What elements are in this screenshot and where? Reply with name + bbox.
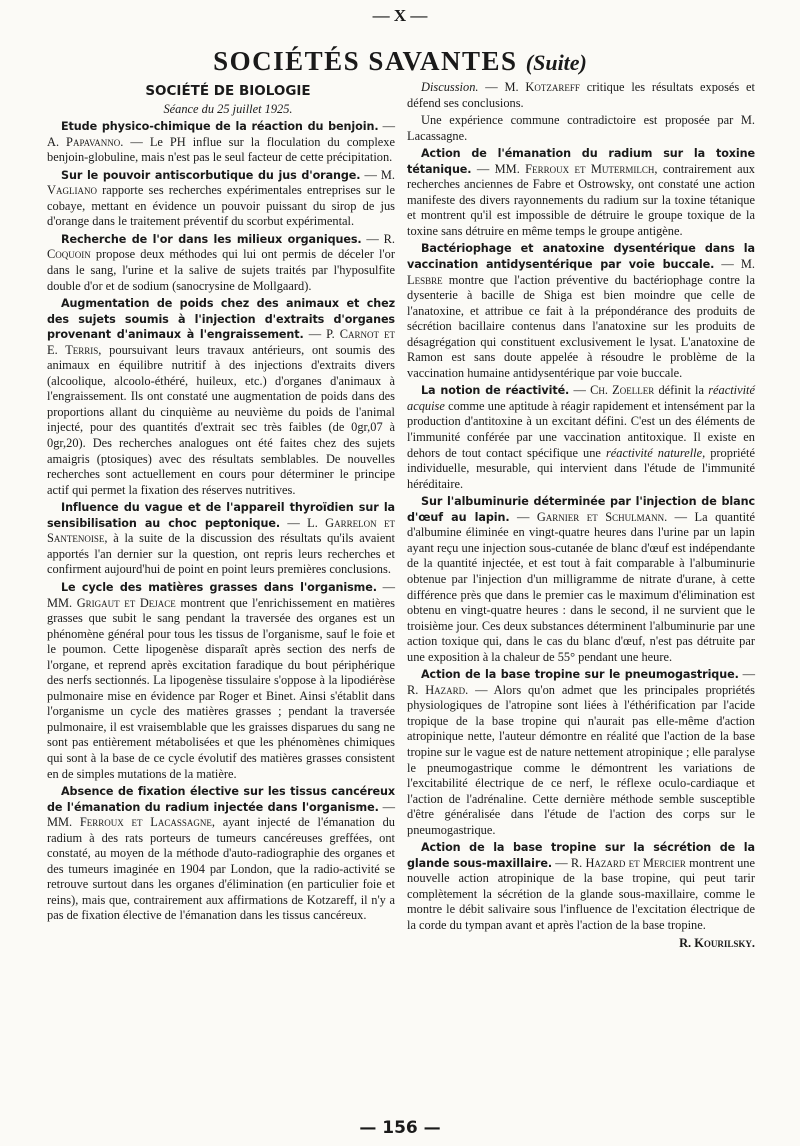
article-body: La quantité d'albumine éliminée en vingt-quatre heures dans l'urine par un lapin ayant reçu une injection sous-cutanée de blanc d'œuf est indépendante de la quantité injectée, et est tout à fait comparable à l'albuminurie obtenue par l'injection d'un milligramme de nitrate d'urane, à cette différence près que dans le premier cas le maximum d'élimination est obtenu en vingt-quatre heures : dans le second, il ne survient que le troisième jour. Ces deux substances déterminent l'albuminurie par une action toxique qui, dans le cas du blanc d'œuf, n'est pas détruite par une exposition à la chaleur de 55° pendant une heure. — [407, 509, 755, 664]
right-column — [407, 80, 755, 951]
article-body: critique les résultats exposés et défend ses conclusions. — [407, 80, 756, 110]
signature: R. Kourilsky. — [679, 935, 755, 950]
article: Le cycle des matières grasses dans l'organisme. — MM. Grigaut et Dejace montrent que l'enrichissement en matières grasses que subit le sang pendant la traversée des organes est un phénomène général pour tous les tissus de l'organisme, sauf le foie et le poumon. Cette lipogenèse disparaît après section des nerfs de l'organe, et reprend après excitation faradique du bout périphérique des nerfs sectionnés. La lipogenèse tissulaire s'oppose à la lipodiérèse pulmonaire mise en évidence par Roger et Binet. Ainsi s'établit dans l'organisme un cycle des matières grasses ; pendant la traversée pulmonaire, il est vraisemblable que les graisses disparues du sang ne sont pas entièrement métabolisées et que les phénomènes chimiques qui sont à la base de ce cycle évolutif des matières grasses consistent en de simples mutations de la matière. — [47, 579, 395, 781]
article-title: Sur le pouvoir antiscorbutique du jus d'orange. — [61, 168, 361, 182]
title-suffix: (Suite) — [525, 50, 587, 75]
article-body: Le PH influe sur la floculation du complexe benjoin-globuline, mais n'est pas le seul facteur de cette précipitation. — [47, 134, 395, 165]
discussion: Discussion. — M. Kotzareff critique les résultats exposés et défend ses conclusions. — [407, 80, 756, 110]
article-authors: MM. Ferroux et Lacassagne, — [47, 815, 215, 830]
article-authors: R. Hazard. — [407, 682, 469, 697]
article-authors: L. Garrelon et Santenoise, — [47, 515, 395, 546]
article-authors: M. Vagliano — [47, 167, 395, 198]
article-authors: MM. Ferroux et Mutermilch, — [494, 161, 658, 176]
discussion-note: Une expérience commune contradictoire est proposée par M. Lacassagne. — [407, 113, 755, 143]
article-body: montrent une nouvelle action atropinique de la base tropine, qui peut tarir complètement la sécrétion de la glande sous-maxillaire, comme le montre le débit salivaire sous l'influence de l'excitation électrique de la corde du tympan avant et après l'action de la base tropine. — [407, 855, 756, 932]
session-date: Séance du 25 juillet 1925. — [163, 101, 293, 116]
article-title: Le cycle des matières grasses dans l'organisme. — [61, 580, 377, 594]
article-title: Sur l'albuminurie déterminée par l'injection de blanc d'œuf au lapin. — [407, 495, 755, 524]
article: La notion de réactivité. — Ch. Zoeller définit la réactivité acquise comme une aptitude à réagir rapidement et intensément par la production d'antitoxine à un excitant défini. C'est un des éléments de l'immunité conférée par une vaccination antitoxique. Il existe en dehors de tout contact spécifique une réactivité naturelle, propriété individuelle, mesurable, qui intervient dans l'étude de l'immunité héréditaire. — [407, 383, 755, 491]
article-authors: A. Papavanno. — [47, 134, 124, 149]
article-body: poursuivant leurs travaux antérieurs, ont soumis des animaux en équilibre nutritif à des injections d'extraits divers (alcoolique, alcoolo-éthéré, huileux, etc.) d'organes d'animaux à l'engraissement. Ils ont constaté une augmentation de poids dans des proportions allant du cinquième au neuvième du poids de l'animal injecté, pour des quantités d'extrait sec très faibles (de 0gr,07 à 0gr,20). Des recherches analogues ont été faites chez des sujets amaigris (ptosiques) avec des résultats semblables. De nouvelles recherches sont actuellement en cours pour déterminer le principe actif qui permet la fixation des réserves nutritives. — [47, 342, 395, 497]
article-title: La notion de réactivité. — [421, 384, 570, 398]
article-body: ayant injecté de l'émanation du radium à des rats porteurs de tumeurs cancéreuses greffées, ont constaté, au moyen de la méthode d'auto-radiographie des organes et des tumeurs imaginée en 1904 par London, que la radio-activité se retrouve surtout dans les organes d'élimination (en particulier foie et reins), mais que, contrairement aux affirmations de Kotzareff, il n'y a pas de fixation élective de l'émanation dans les tissus cancéreux. — [47, 815, 395, 923]
article-authors: M. Lesbre — [407, 257, 755, 287]
article: Augmentation de poids chez des animaux et chez des sujets soumis à l'injection d'extraits d'organes provenant d'animaux à l'engraissement. — P. Carnot et E. Terris, poursuivant leurs travaux antérieurs, ont soumis des animaux en équilibre nutritif à des injections d'extraits divers (alcoolique, alcoolo-éthéré, huileux, etc.) d'organes d'animaux à l'engraissement. Ils ont constaté une augmentation de poids dans des proportions allant du cinquième au neuvième du poids de l'animal injecté, pour des quantités d'extrait sec très faibles (de 0gr,07 à 0gr,20). Des recherches analogues ont été faites chez des sujets amaigris (ptosiques) avec des résultats semblables. De nouvelles recherches sont actuellement en cours pour déterminer le principe actif qui permet la fixation des réserves nutritives. — [47, 297, 395, 497]
article-body-post: propriété individuelle, mesurable, qui intervient dans l'étude de l'immunité héréditaire. — [407, 445, 755, 491]
article: Recherche de l'or dans les milieux organiques. — R. Coquoin propose deux méthodes qui lui ont permis de déceler l'or dans le sang, l'urine et la salive de sujets traités par l'hyposulfite double d'or et de sodium (sanocrysine de Mollgaard). — [47, 231, 395, 293]
article-title: Augmentation de poids chez des animaux et chez des sujets soumis à l'injection d'extraits d'organes provenant d'animaux à l'engraissement. — [47, 297, 395, 342]
article-body: montrent que l'enrichissement en matières grasses que subit le sang pendant la traversée des organes est un phénomène général pour tous les tissus de l'organisme, sauf le foie et le poumon. Cette lipogenèse disparaît après section des nerfs de l'organe, et reprend après excitation faradique du bout périphérique des nerfs sectionnés. La lipogenèse tissulaire s'oppose à la lipodiérèse pulmonaire mise en évidence par Roger et Binet. Ainsi s'établit dans l'organisme un cycle des matières grasses ; pendant la traversée pulmonaire, il est vraisemblable que les graisses disparues du sang ne sont pas entièrement métabolisées et que les phénomènes chimiques qui sont à la base de ce cycle évolutif des matières grasses consistent en de simples mutations de la matière. — [47, 595, 395, 781]
page-marker: — X — — [372, 6, 428, 25]
title-text: SOCIÉTÉS SAVANTES — [213, 46, 518, 76]
article-title: Action de l'émanation du radium sur la toxine tétanique. — [407, 147, 755, 176]
discussion-label: Discussion. — [421, 80, 479, 94]
article: Action de l'émanation du radium sur la toxine tétanique. — MM. Ferroux et Mutermilch, contrairement aux recherches anciennes de Fabre et Ostrowsky, ont constaté une action manifeste des divers rayonnements du radium sur la toxine tétanique et montrent qu'il est impossible de détruire le groupe toxique de la toxine sans détruire en même temps le groupe antigène. — [407, 147, 755, 238]
article: Absence de fixation élective sur les tissus cancéreux de l'émanation du radium injectée dans l'organisme. — MM. Ferroux et Lacassagne, ayant injecté de l'émanation du radium à des rats porteurs de tumeurs cancéreuses greffées, ont constaté, au moyen de la méthode d'auto-radiographie des organes et des tumeurs imaginée en 1904 par London, que la radio-activité se retrouve surtout dans les organes d'élimination (en particulier foie et reins), mais que, contrairement aux affirmations de Kotzareff, il n'y a pas de fixation élective de l'émanation dans les tissus cancéreux. — [47, 785, 395, 923]
article-authors: M. Kotzareff — [504, 80, 580, 94]
article-body: Alors qu'on admet que les principales propriétés physiologiques de l'atropine sont liées à l'éthérification par l'acide tropique de la base tropine qui n'aurait pas elle-même d'action atropinique nette, l'auteur démontre en réalité que l'action de la base tropine sur le vague est de nature nettement atropinique ; elle paralyse le pneumogastrique comme le démontrent les variations de l'excitabilité électrique de ce nerf, le réflexe oculo-cardiaque et l'action de l'adrénaline. Cette dernière méthode semble susceptible d'être généralisée dans l'étude de l'action des corps sur le pneumogastrique. — [407, 682, 755, 837]
society-name: SOCIÉTÉ DE BIOLOGIE — [145, 83, 311, 99]
left-column — [47, 84, 395, 924]
article-body-mid: comme une aptitude à réagir rapidement et intensément par la production d'antitoxine à un excitant défini. C'est un des éléments de l'immunité conférée par une vaccination antitoxique. Il existe en dehors de tout contact spécifique une — [407, 398, 755, 460]
article-title: Action de la base tropine sur le pneumogastrique. — [421, 668, 739, 682]
article-body-pre: définit la — [658, 383, 704, 398]
article-authors: R. Coquoin — [47, 231, 395, 262]
article-title: Absence de fixation élective sur les tissus cancéreux de l'émanation du radium injectée dans l'organisme. — [47, 785, 395, 814]
article-title: Bactériophage et anatoxine dysentérique dans la vaccination antidysentérique par voie buccale. — [407, 242, 755, 272]
article-authors: Garnier et Schulmann. — [536, 509, 668, 524]
article-body: montre que l'action préventive du bactériophage contre la dysenterie à bacille de Shiga est bien moindre que celle de l'anatoxine, et attribue ce fait à la prépondérance des produits de sécrétion bacillaire contenus dans l'anatoxine sur les produits de désagrégation qui constituent exclusivement le lysat. L'anatoxine de Ramon est sans doute appelée à résoudre le problème de la vaccination humaine antidysentérique par voie buccale. — [407, 272, 755, 380]
article-italic-term: réactivité acquise — [407, 383, 755, 413]
article-authors: Ch. Zoeller — [590, 383, 655, 398]
article-title: Action de la base tropine sur la sécrétion de la glande sous-maxillaire. — [407, 841, 755, 870]
article-authors: P. Carnot et E. Terris, — [47, 327, 395, 357]
page-number: — 156 — — [359, 1118, 441, 1138]
article: Sur l'albuminurie déterminée par l'injection de blanc d'œuf au lapin. — Garnier et Schulmann. — La quantité d'albumine éliminée en vingt-quatre heures dans l'urine par un lapin ayant reçu une injection sous-cutanée de blanc d'œuf est indépendante de la quantité injectée, et est tout à fait comparable à l'albuminurie obtenue par l'injection d'un milligramme de nitrate d'urane, à cette différence près que dans le premier cas le maximum d'élimination est obtenu en vingt-quatre heures : dans le second, il ne survient que le troisième jour. Ces deux substances déterminent l'albuminurie par une action toxique qui, dans le cas du blanc d'œuf, n'est pas détruite par une exposition à la chaleur de 55° pendant une heure. — [407, 495, 755, 664]
article: Sur le pouvoir antiscorbutique du jus d'orange. — M. Vagliano rapporte ses recherches expérimentales entreprises sur le cobaye, mettant en évidence un pouvoir puissant du sirop de jus d'orange dans le traitement préventif du scorbut expérimental. — [47, 167, 395, 229]
article-authors: R. Hazard et Mercier — [570, 855, 686, 870]
article-body: propose deux méthodes qui lui ont permis de déceler l'or dans le sang, l'urine et la salive de sujets traités par l'hyposulfite double d'or et de sodium (sanocrysine de Mollgaard). — [47, 247, 395, 293]
article: Bactériophage et anatoxine dysentérique dans la vaccination antidysentérique par voie buccale. — M. Lesbre montre que l'action préventive du bactériophage contre la dysenterie à bacille de Shiga est bien moindre que celle de l'anatoxine, et attribue ce fait à la prépondérance des produits de sécrétion bacillaire contenus dans l'anatoxine sur les produits de désagrégation qui constituent exclusivement le lysat. L'anatoxine de Ramon est sans doute appelée à résoudre le problème de la vaccination humaine antidysentérique par voie buccale. — [407, 242, 755, 380]
article: Action de la base tropine sur le pneumogastrique. — R. Hazard. — Alors qu'on admet que les principales propriétés physiologiques de l'atropine sont liées à l'éthérification par l'acide tropique de la base tropine qui n'aurait pas elle-même d'action atropinique nette, l'auteur démontre en réalité que l'action de la base tropine sur le vague est de nature nettement atropinique ; elle paralyse le pneumogastrique comme le démontrent les variations de l'excitabilité électrique de ce nerf, le réflexe oculo-cardiaque et l'action de l'adrénaline. Cette dernière méthode semble susceptible d'être généralisée dans l'étude de l'action des corps sur le pneumogastrique. — [407, 667, 755, 837]
article-body: contrairement aux recherches anciennes de Fabre et Ostrowsky, ont constaté une action manifeste des divers rayonnements du radium sur la toxine tétanique et montrent qu'il est impossible de détruire le groupe toxique de la toxine sans détruire en même temps le groupe antigène. — [407, 161, 755, 238]
article-body: rapporte ses recherches expérimentales entreprises sur le cobaye, mettant en évidence un pouvoir puissant du sirop de jus d'orange dans le traitement préventif du scorbut expérimental. — [47, 183, 395, 229]
article-italic-term: réactivité naturelle, — [605, 445, 706, 460]
article: Etude physico-chimique de la réaction du benjoin. — A. Papavanno. — Le PH influe sur la floculation du complexe benjoin-globuline, mais n'est pas le seul facteur de cette précipitation. — [47, 119, 395, 165]
article-authors: MM. Grigaut et Dejace — [47, 595, 176, 610]
article-title: Recherche de l'or dans les milieux organiques. — [61, 232, 362, 246]
article-body: à la suite de la discussion des résultats qu'ils avaient apportés l'an dernier sur la question, ont repris leurs recherches et confirment aujourd'hui de point en point leurs premières conclusions. — [47, 531, 395, 577]
article: Action de la base tropine sur la sécrétion de la glande sous-maxillaire. — R. Hazard et Mercier montrent une nouvelle action atropinique de la base tropine, qui peut tarir complètement la sécrétion de la glande sous-maxillaire, comme le montre le débit salivaire sous l'influence de l'excitation électrique de la corde du tympan avant et après l'action de la base tropine. — [407, 841, 756, 932]
article-title: Etude physico-chimique de la réaction du benjoin. — [61, 120, 379, 134]
article-title: Influence du vague et de l'appareil thyroïdien sur la sensibilisation au choc peptonique. — [47, 501, 395, 530]
article: Influence du vague et de l'appareil thyroïdien sur la sensibilisation au choc peptonique. — L. Garrelon et Santenoise, à la suite de la discussion des résultats qu'ils avaient apportés l'an dernier sur la question, ont repris leurs recherches et confirment aujourd'hui de point en point leurs premières conclusions. — [47, 501, 395, 577]
page-title — [0, 46, 800, 77]
